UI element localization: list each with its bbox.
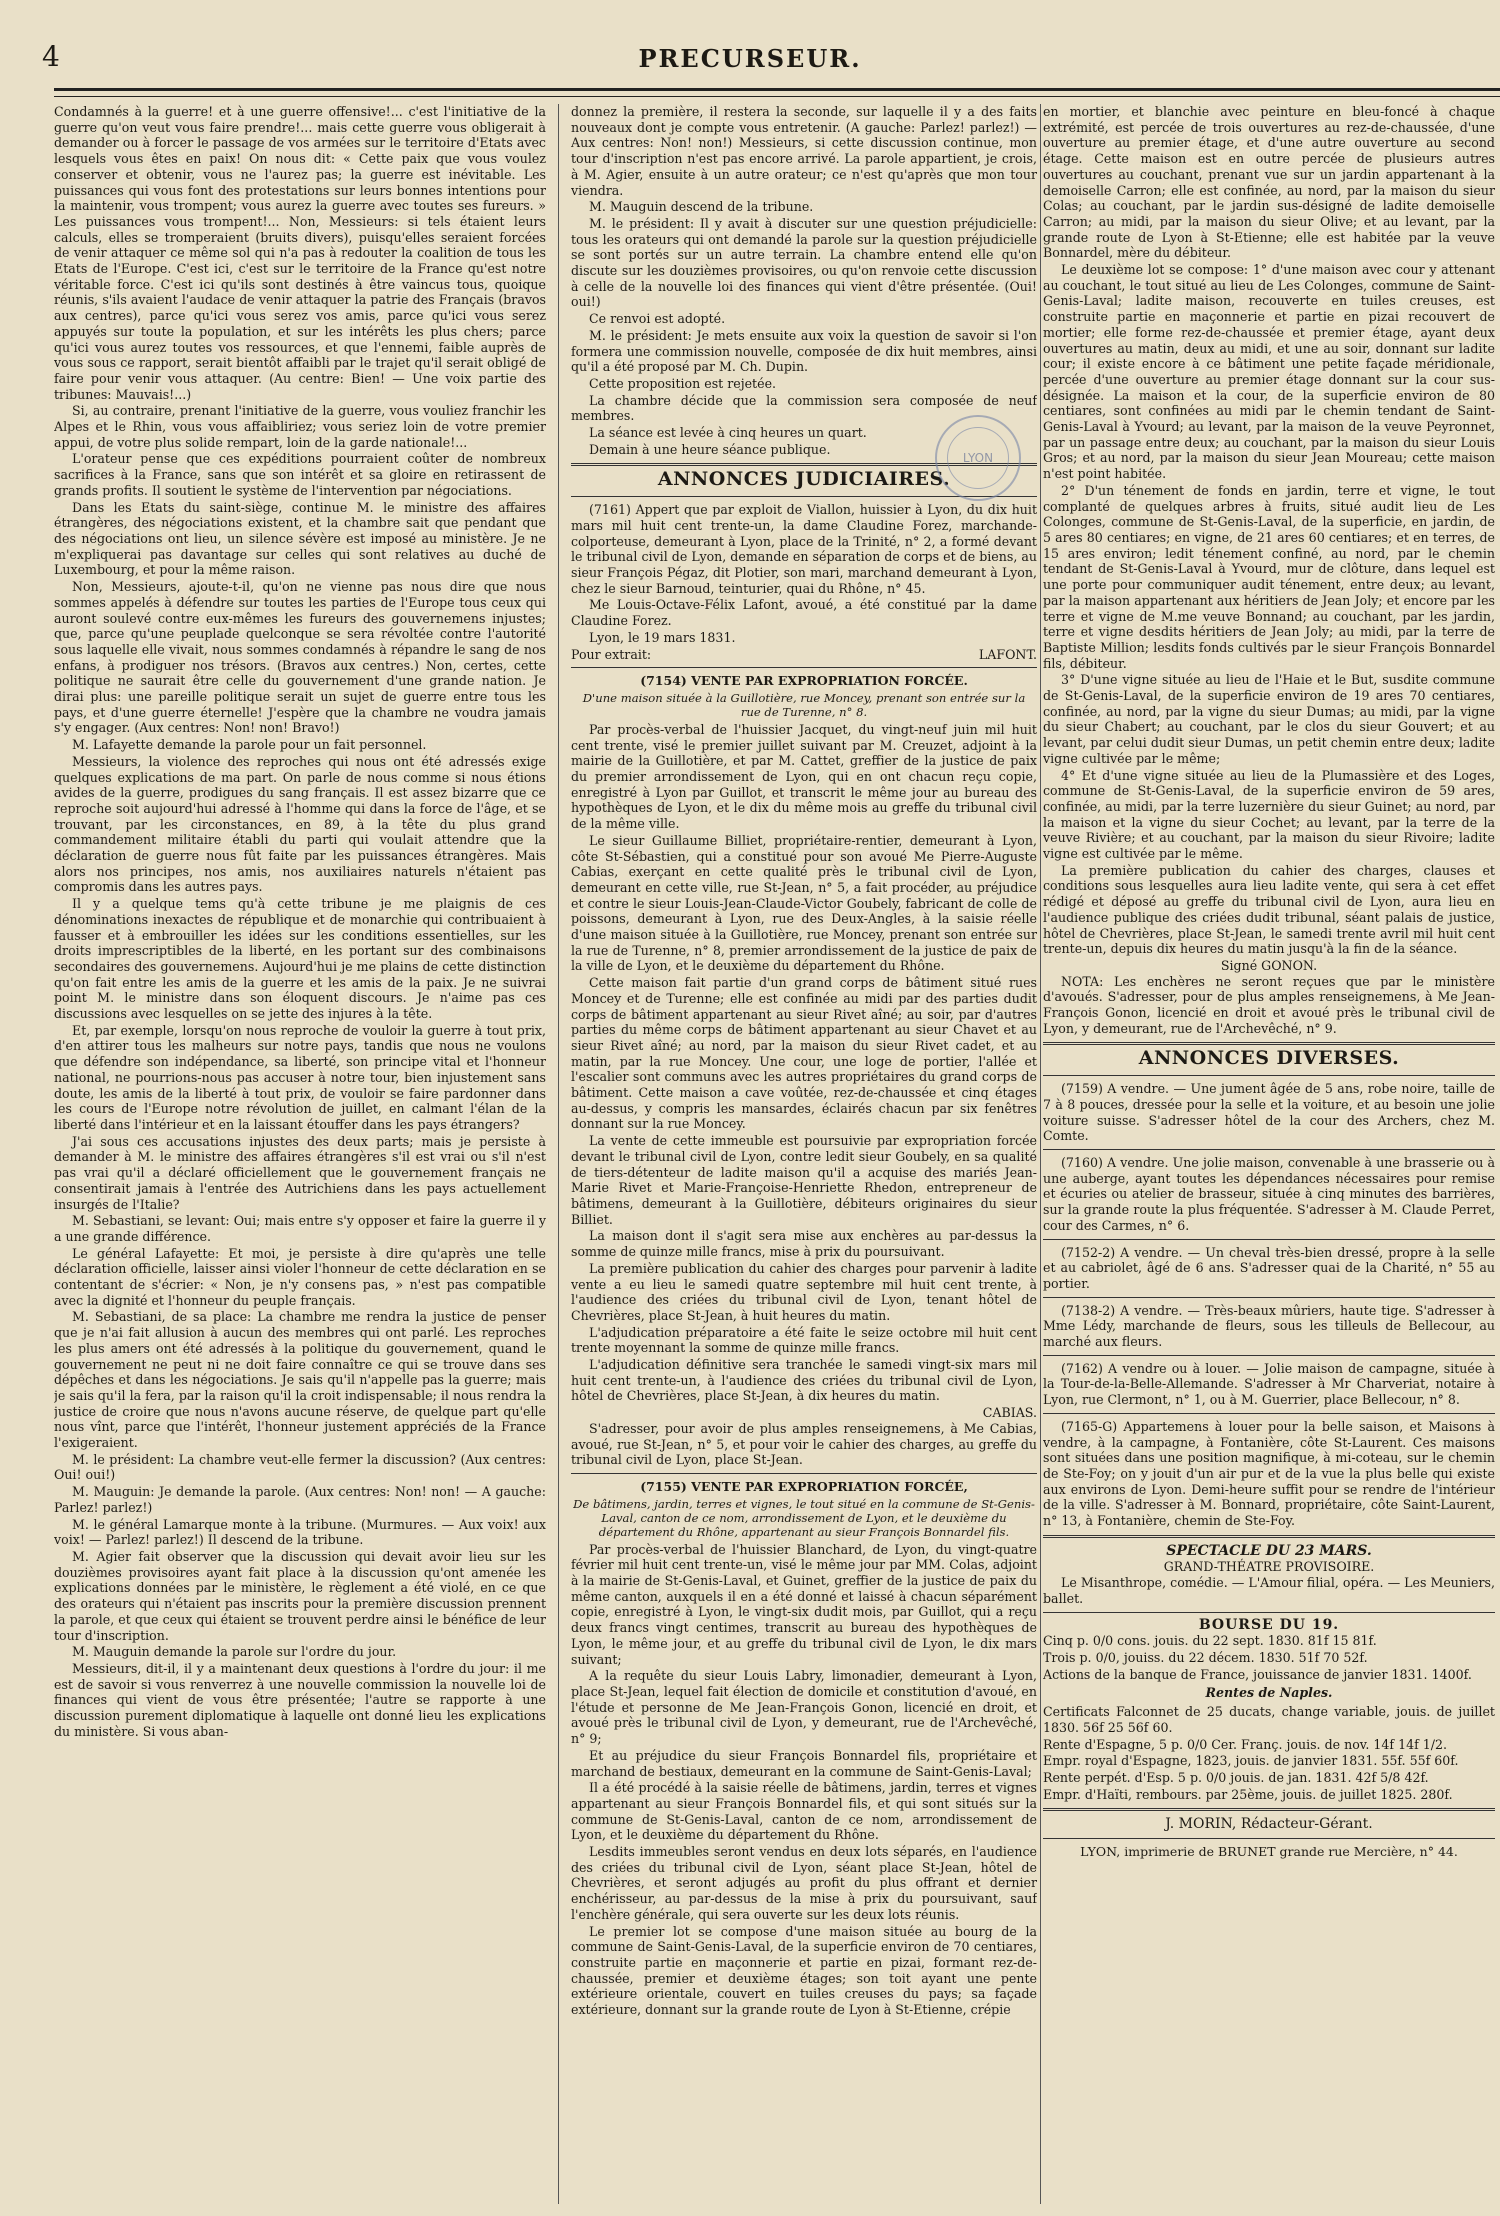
paragraph: Par procès-verbal de l'huissier Blanchard, de Lyon, du vingt-quatre février mil huit cent trente-un, visé le même jour par MM. Colas, adjoint à la mairie de St-Genis-Laval, et Guinet, greffier de la justice de paix du même canton, auxquels il en a été donné et laissé à chacun séparément copie, enregistré à Lyon, le vingt-six dudit mois, par Guillot, qui a reçu deux francs vingt centimes, transcrit au bureau des hypothèques de Lyon, le même jour, et au greffe du tribunal civil de Lyon, le dix mars suivant; bbox=[571, 1541, 1037, 1667]
divider bbox=[1043, 1075, 1495, 1076]
ad-item: (7162) A vendre ou à louer. — Jolie maison de campagne, située à la Tour-de-la-Belle-Allemande. S'adresser à Mr Charveriat, notaire à Lyon, rue Clermont, n° 1, ou à M. Guerrier, place Bellecour, n° 8. bbox=[1043, 1360, 1495, 1408]
divider bbox=[571, 1473, 1037, 1474]
paragraph: La maison dont il s'agit sera mise aux enchères au par-dessus la somme de quinze mille francs, mise à prix du poursuivant. bbox=[571, 1228, 1037, 1260]
announcement-date: Lyon, le 19 mars 1831. bbox=[589, 629, 736, 645]
paragraph: Ce renvoi est adopté. bbox=[589, 311, 726, 327]
paragraph: La vente de cette immeuble est poursuivie par expropriation forcée devant le tribunal civil de Lyon, contre ledit sieur Goubely, en sa qualité de tiers-détenteur de ladite maison qu'il a acquise des mariés Jean-Marie Rivet et Marie-Françoise-Henriette Rhedon, entrepreneur de bâtimens, demeurant à la Guillotière, débiteurs originaires du sieur Billiet. bbox=[571, 1133, 1037, 1227]
ad-item: (7165-G) Appartemens à louer pour la belle saison, et Maisons à vendre, à la campagne, à Fontanière, côte St-Laurent. Ces maisons sont situées dans une position magnifique, à mi-coteau, sur le chemin de Ste-Foy; on y jouit d'un air pur et de la vue la plus belle qui existe aux environs de Lyon. Demi-heure suffit pour se rendre de l'intérieur de la ville. S'adresser à M. Bonnard, propriétaire, côte Saint-Laurent, n° 13, à Fontanière, chemin de Ste-Foy. bbox=[1043, 1418, 1495, 1529]
bourse-line: Rente d'Espagne, 5 p. 0/0 Cer. Franç. jouis. de nov. 14f 14f 1/2. bbox=[1043, 1736, 1448, 1752]
paragraph: Me Louis-Octave-Félix Lafont, avoué, a été constitué par la dame Claudine Forez. bbox=[571, 597, 1037, 629]
paragraph: La chambre décide que la commission sera composée de neuf membres. bbox=[571, 392, 1037, 424]
paragraph: M. le général Lamarque monte à la tribune. (Murmures. — Aux voix! aux voix! — Parlez! parlez!) Il descend de la tribune. bbox=[54, 1516, 546, 1548]
paragraph: 3° D'une vigne située au lieu de l'Haie et le But, susdite commune de St-Genis-Laval, de la superficie environ de 19 ares 70 centiares, confinée, au nord, par la vigne du sieur Dumas; au midi, par la vigne du sieur Chabert; au couchant, par le clos du sieur Gouvert; et au levant, par celui dudit sieur Dumas, un petit chemin entre deux; ladite vigne cultivée par le même; bbox=[1043, 672, 1495, 766]
bourse-line: Trois p. 0/0, jouiss. du 22 décem. 1830. 51f 70 52f. bbox=[1043, 1649, 1368, 1665]
paragraph: Le deuxième lot se compose: 1° d'une maison avec cour y attenant au couchant, le tout situé au lieu de Les Colonges, commune de Saint-Genis-Laval; ladite maison, recouverte en tuiles creuses, est construite partie en maçonnerie et partie en pizai recouvert de mortier; elle forme rez-de-chaussée et premier étage, ayant deux ouvertures au matin, deux au midi, et une au soir, donnant sur ladite cour; il existe encore à ce bâtiment une petite façade méridionale, percée d'une ouverture au premier étage donnant sur la cour sus-désignée. La maison et la cour, de la superficie environ de 80 centiares, sont confinées au midi par le chemin tendant de Saint-Genis-Laval à Yvourd; au levant, par la maison de la veuve Peyronnet, par un passage entre deux; au couchant, par la maison du sieur Louis Gros; et au nord, par la maison du sieur Jean Moureau; cette maison n'est point habitée. bbox=[1043, 262, 1495, 482]
paragraph: M. Agier fait observer que la discussion qui devait avoir lieu sur les douzièmes provisoires ayant fait place à la discussion qu'ont amenée les explications données par le ministère, le règlement a été violé, en ce que des orateurs qui n'étaient pas inscrits pour la première discussion prennent la parole, et que ceux qui étaient se trouvent perdre ainsi le bénéfice de leur tour d'inscription. bbox=[54, 1548, 546, 1643]
paragraph: Et au préjudice du sieur François Bonnardel fils, propriétaire et marchand de bestiaux, demeurant en la commune de Saint-Genis-Laval; bbox=[571, 1747, 1037, 1779]
paragraph: M. Sebastiani, se levant: Oui; mais entre s'y opposer et faire la guerre il y a une grande différence. bbox=[54, 1213, 546, 1244]
bourse-line: Actions de la banque de France, jouissance de janvier 1831. 1400f. bbox=[1043, 1666, 1472, 1682]
paragraph: Le sieur Guillaume Billiet, propriétaire-rentier, demeurant à Lyon, côte St-Sébastien, qui a constitué pour son avoué Me Pierre-Auguste Cabias, exerçant en cette qualité près le tribunal civil de Lyon, demeurant en cette ville, rue St-Jean, n° 5, a fait procéder, au préjudice et contre le sieur Louis-Jean-Claude-Victor Goubely, fabricant de colle de poissons, demeurant à Lyon, rue des Deux-Angles, à la saisie réelle d'une maison située à la Guillotière, rue Moncey, prenant son entrée sur la rue de Turenne, n° 8, premier arrondissement de la justice de paix de la ville de Lyon, et le deuxième du département du Rhône. bbox=[571, 832, 1037, 974]
section-rule bbox=[1043, 1808, 1495, 1811]
theatre-name: GRAND-THÉATRE PROVISOIRE. bbox=[1163, 1559, 1375, 1575]
bourse-line: Empr. d'Haïti, rembours. par 25ème, jouis. de juillet 1825. 280f. bbox=[1043, 1786, 1453, 1802]
bourse-title: BOURSE DU 19. bbox=[1198, 1616, 1340, 1633]
imprint-line: LYON, imprimerie de BRUNET grande rue Mercière, n° 44. bbox=[1080, 1844, 1458, 1860]
column-divider bbox=[558, 104, 559, 2204]
extract-label: Pour extrait: bbox=[571, 646, 652, 662]
paragraph: Demain à une heure séance publique. bbox=[589, 441, 831, 457]
masthead-title: PRECURSEUR. bbox=[638, 44, 862, 73]
divider bbox=[1043, 1297, 1495, 1298]
nota-paragraph: NOTA: Les enchères ne seront reçues que par le ministère d'avoués. S'adresser, pour de plus amples renseignemens, à Me Jean-François Gonon, licencié en droit et avoué près le tribunal civil de Lyon, y demeurant, rue de l'Archevêché, n° 9. bbox=[1043, 973, 1495, 1036]
divider bbox=[1043, 1355, 1495, 1356]
library-stamp bbox=[935, 415, 1021, 501]
announcement-subtitle: D'une maison située à la Guillotière, rue Moncey, prenant son entrée sur la rue de Turenne, n° 8. bbox=[582, 690, 1026, 719]
paragraph: M. Mauguin demande la parole sur l'ordre du jour. bbox=[72, 1644, 397, 1660]
column-3 bbox=[1043, 104, 1495, 2204]
section-rule bbox=[1043, 1042, 1495, 1045]
paragraph: A la requête du sieur Louis Labry, limonadier, demeurant à Lyon, place St-Jean, lequel fait élection de domicile et constitution d'avoué, en l'étude et personne de Me Jean-François Gonon, licencié en droit, et avoué près le tribunal civil de Lyon, y demeurant, rue de l'Archevêché, n° 9; bbox=[571, 1668, 1037, 1747]
divider bbox=[1043, 1612, 1495, 1613]
paragraph: M. Mauguin descend de la tribune. bbox=[589, 199, 814, 215]
signer-name: Signé GONON. bbox=[1220, 957, 1318, 973]
divider bbox=[571, 667, 1037, 668]
divider bbox=[1043, 1149, 1495, 1150]
spectacle-programme: Le Misanthrope, comédie. — L'Amour filial, opéra. — Les Meuniers, ballet. bbox=[1043, 1575, 1495, 1606]
paragraph: M. le président: Je mets ensuite aux voix la question de savoir si l'on formera une commission nouvelle, composée de dix huit membres, ainsi qu'il a été proposé par M. Ch. Dupin. bbox=[571, 327, 1037, 375]
paragraph: 2° D'un ténement de fonds en jardin, terre et vigne, le tout complanté de quelques arbres à fruits, situé audit lieu de Les Colonges, commune de St-Genis-Laval, de la superficie, en jardin, de 5 ares 80 centiares; en vigne, de 21 ares 60 centiares; et en terres, de 15 ares environ; ledit ténement confiné, au nord, par le chemin tendant de St-Genis-Laval à Yvourd, mur de clôture, dans lequel est une porte pour communiquer audit ténement, entre deux; au levant, par la maison appartenant aux héritiers de Jean Joly; et encore par les terre et vigne de M.me veuve Bonnand; au couchant, par les jardin, terre et vigne desdits héritiers de Jean Joly; au midi, par la terre de Baptiste Million; lesdits fonds cultivés par le sieur François Bonnardel fils, débiteur. bbox=[1043, 482, 1495, 671]
ad-item: (7152-2) A vendre. — Un cheval très-bien dressé, propre à la selle et au cabriolet, âgé de 6 ans. S'adresser quai de la Charité, n° 55 au portier. bbox=[1043, 1244, 1495, 1291]
bourse-line: Cinq p. 0/0 cons. jouis. du 22 sept. 1830. 81f 15 81f. bbox=[1043, 1633, 1377, 1649]
column-1 bbox=[54, 104, 546, 2204]
paragraph: Dans les Etats du saint-siège, continue M. le ministre des affaires étrangères, des négociations existent, et la chambre sait que pendant que des négociations ont lieu, un silence sévère est imposé au ministère. Je ne m'expliquerai pas davantage sur celles qui sont relatives au duché de Luxembourg, et pour la même raison. bbox=[54, 499, 546, 578]
divider bbox=[1043, 1838, 1495, 1839]
signer-name: CABIAS. bbox=[982, 1405, 1037, 1421]
paragraph: Le général Lafayette: Et moi, je persiste à dire qu'après une telle déclaration officielle, laisser ainsi violer l'honneur de cette déclaration en se contentant de s'écrier: « Non, je n'y consens pas, » n'est pas compatible avec la dignité et l'honneur du peuple français. bbox=[54, 1245, 546, 1308]
paragraph: La séance est levée à cinq heures un quart. bbox=[589, 425, 867, 441]
bourse-line: Empr. royal d'Espagne, 1823, jouis. de janvier 1831. 55f. 55f 60f. bbox=[1043, 1753, 1459, 1769]
paragraph: L'adjudication définitive sera tranchée le samedi vingt-six mars mil huit cent trente-un, à l'audience des criées du tribunal civil de Lyon, hôtel de Chevrières, place St-Jean, à dix heures du matin. bbox=[571, 1357, 1037, 1404]
paragraph: Cette maison fait partie d'un grand corps de bâtiment situé rues Moncey et de Turenne; elle est confinée au midi par des parties dudit corps de bâtiment appartenant au sieur Rivet aîné; au soir, par d'autres parties du même corps de bâtiment appartenant au sieur Chavet et au sieur Rivet aîné; au nord, par la maison du sieur Rivet cadet, et au matin, par la rue Moncey. Une cour, une loge de portier, l'allée et l'escalier sont communs avec les autres propriétaires du grand corps de bâtiment. Cette maison a cave voûtée, rez-de-chaussée et cinq étages au-dessus, y compris les mansardes, éclairés chacun par six fenêtres donnant sur la rue Moncey. bbox=[571, 975, 1037, 1132]
paragraph: M. Mauguin: Je demande la parole. (Aux centres: Non! non! — A gauche: Parlez! parlez!) bbox=[54, 1484, 546, 1515]
paragraph: Il a été procédé à la saisie réelle de bâtimens, jardin, terres et vignes appartenant au sieur François Bonnardel fils, et qui sont situés sur la commune de St-Genis-Laval, canton de ce nom, arrondissement de Lyon, et le deuxième du département du Rhône. bbox=[571, 1780, 1037, 1843]
announcement-subtitle: De bâtimens, jardin, terres et vignes, le tout situé en la commune de St-Genis-Laval, canton de ce nom, arrondissement de Lyon, et le deuxième du département du Rhône, appartenant au sieur François Bonnardel fils. bbox=[573, 1496, 1035, 1539]
section-title-diverses: ANNONCES DIVERSES. bbox=[1138, 1047, 1400, 1070]
paragraph: Le premier lot se compose d'une maison située au bourg de la commune de Saint-Genis-Laval, de la superficie environ de 70 centiares, construite partie en maçonnerie et partie en pizai, formant rez-de-chaussée, premier et deuxième étages; son toit ayant une pente extérieure orientale, couvert en tuiles creuses du pays; sa façade extérieure, donnant sur la grande route de Lyon à St-Etienne, crépie bbox=[571, 1923, 1037, 2018]
paragraph: S'adresser, pour avoir de plus amples renseignemens, à Me Cabias, avoué, rue St-Jean, n° 5, et pour voir le cahier des charges, au greffe du tribunal civil de Lyon, place St-Jean. bbox=[571, 1420, 1037, 1468]
stamp-inner: LYON bbox=[947, 427, 1009, 489]
paragraph: La première publication du cahier des charges pour parvenir à ladite vente a eu lieu le samedi quatre septembre mil huit cent trente, à l'audience des criées du tribunal civil de Lyon, tenant hôtel de Chevrières, place St-Jean, à huit heures du matin. bbox=[571, 1260, 1037, 1323]
announcement-7155-title: (7155) VENTE PAR EXPROPRIATION FORCÉE, bbox=[640, 1478, 968, 1494]
paragraph: Lesdits immeubles seront vendus en deux lots séparés, en l'audience des criées du tribunal civil de Lyon, séant place St-Jean, hôtel de Chevrières, et seront adjugés au profit du plus offrant et dernier enchérisseur, au par-dessus de la mise à prix du poursuivant, sauf l'enchère générale, qui sera ouverte sur les deux lots réunis. bbox=[571, 1844, 1037, 1922]
paragraph: Condamnés à la guerre! et à une guerre offensive!... c'est l'initiative de la guerre qu'on veut vous faire prendre!... mais cette guerre vous obligerait à demander ou à forcer le passage de vos armées sur le territoire d'Etats avec lesquels vous êtes en paix! On nous dit: « Cette paix que vous voulez conserver et obtenir, vous ne l'aurez pas; la guerre est inévitable. Les puissances qui vous font des protestations sur leurs bonnes intentions pour la maintenir, vous trompent; vous aurez la guerre avec toutes ses fureurs. » Les puissances vous trompent!... Non, Messieurs: si tels étaient leurs calculs, elles se tromperaient (bruits divers), puisqu'elles seraient forcées de venir attaquer ce même sol qui n'a pas à redouter la coalition de tous les Etats de l'Europe. C'est ici, c'est sur le territoire de la France qu'est notre véritable force. C'est ici qu'ils sont destinés à être vaincus tous, quoique réunis, s'ils avaient l'audace de venir attaquer la patrie des Français (bravos aux centres), parce qu'ici vous serez vos amis, parce qu'ici vous serez appuyés sur toute la population, et sur les intérêts les plus chers; parce qu'ici vous aurez toutes vos ressources, et que l'ennemi, faible auprès de vous sous ce rapport, serait bientôt affaibli par le trajet qu'il serait obligé de faire pour venir vous attaquer. (Au centre: Bien! — Une voix partie des tribunes: Mauvais!...) bbox=[54, 104, 546, 402]
paragraph: L'adjudication préparatoire a été faite le seize octobre mil huit cent trente moyennant la somme de quinze mille francs. bbox=[571, 1324, 1037, 1356]
section-rule bbox=[1043, 1535, 1495, 1538]
ad-item: (7138-2) A vendre. — Très-beaux mûriers, haute tige. S'adresser à Mme Lédy, marchande de fleurs, sous les tilleuls de Bellecour, au marché aux fleurs. bbox=[1043, 1302, 1495, 1350]
paragraph: 4° Et d'une vigne située au lieu de la Plumassière et des Loges, commune de St-Genis-Laval, de la superficie environ de 59 ares, confinée, au midi, par la terre luzernière du sieur Guinet; au nord, par la maison et la vigne du sieur Cochet; au levant, par la terre de la veuve Rivière; et au couchant, par la maison du sieur Rivoire; ladite vigne est cultivée par le même. bbox=[1043, 767, 1495, 862]
paragraph: M. le président: Il y avait à discuter sur une question préjudicielle: tous les orateurs qui ont demandé la parole sur la question préjudicielle se sont portés sur un autre terrain. La chambre entend elle qu'on discute sur les douzièmes provisoires, ou qu'on renvoie cette discussion à celle de la nouvelle loi des finances qui vient d'être présentée. (Oui! oui!) bbox=[571, 215, 1037, 310]
bourse-line: Rente perpét. d'Esp. 5 p. 0/0 jouis. de jan. 1831. 42f 5/8 42f. bbox=[1043, 1769, 1429, 1785]
page-number: 4 bbox=[42, 40, 60, 73]
header-rule bbox=[54, 88, 1500, 97]
divider bbox=[1043, 1413, 1495, 1414]
paragraph: Par procès-verbal de l'huissier Jacquet, du vingt-neuf juin mil huit cent trente, visé le premier juillet suivant par M. Creuzet, adjoint à la mairie de la Guillotière, et par M. Cattet, greffier de la justice de paix du premier arrondissement de Lyon, qui en ont chacun reçu copie, enregistré à Lyon par Guillot, et transcrit le même jour au bureau des hypothèques de Lyon, et le dix du même mois au greffe du tribunal civil de la même ville. bbox=[571, 721, 1037, 832]
divider bbox=[1043, 1239, 1495, 1240]
paragraph: J'ai sous ces accusations injustes des deux parts; mais je persiste à demander à M. le ministre des affaires étrangères s'il est vrai ou s'il n'est pas vrai qu'il a déclaré officiellement que le gouvernement français ne consentirait jamais à l'entrée des Autrichiens dans les pays actuellement insurgés de l'Italie? bbox=[54, 1133, 546, 1212]
paragraph: M. le président: La chambre veut-elle fermer la discussion? (Aux centres: Oui! oui!) bbox=[54, 1451, 546, 1483]
announcement-7154-title: (7154) VENTE PAR EXPROPRIATION FORCÉE. bbox=[640, 673, 968, 689]
page-header bbox=[0, 0, 1500, 86]
paragraph: en mortier, et blanchie avec peinture en bleu-foncé à chaque extrémité, est percée de trois ouvertures au rez-de-chaussée, d'une ouverture au premier étage, et d'une autre ouverture au second étage. Cette maison est en outre percée de plusieurs autres ouvertures au couchant, prenant vue sur un jardin appartenant à la demoiselle Carron; elle est confinée, au nord, par la maison du sieur Colas; au couchant, par le jardin sus-désigné de ladite demoiselle Carron; au midi, par la maison du sieur Olive; et au levant, par la grande route de Lyon à St-Etienne; elle est habitée par la veuve Bonnardel, mère du débiteur. bbox=[1043, 104, 1495, 261]
bourse-line: Certificats Falconnet de 25 ducats, change variable, jouis. de juillet 1830. 56f 25 56f 60. bbox=[1043, 1704, 1495, 1735]
paragraph: Messieurs, la violence des reproches qui nous ont été adressés exige quelques explications de ma part. On parle de nous comme si nous étions avides de la guerre, prodigues du sang français. Il est assez bizarre que ce reproche soit aujourd'hui adressé à l'homme qui dans la force de l'âge, et se trouvant, par les circonstances, en 89, à la tête du plus grand commandement militaire établi du parti qui voulait attendre que la déclaration de guerre nous fût faite par les puissances étrangères. Mais alors nos principes, nos amis, nos auxiliaires naturels n'étaient pas compromis dans les autres pays. bbox=[54, 753, 546, 895]
paragraph: donnez la première, il restera la seconde, sur laquelle il y a des faits nouveaux dont je compte vous entretenir. (A gauche: Parlez! parlez!) — Aux centres: Non! non!) Messieurs, si cette discussion continue, mon tour d'inscription n'est pas encore arrivé. La parole appartient, je crois, à M. Agier, ensuite à un autre orateur; ce n'est qu'après que mon tour viendra. bbox=[571, 104, 1037, 198]
spectacle-title: SPECTACLE DU 23 MARS. bbox=[1166, 1542, 1372, 1559]
paragraph: L'orateur pense que ces expéditions pourraient coûter de nombreux sacrifices à la France, sans que son intérêt et sa gloire en retirassent de grands profits. Il soutient le système de l'intervention par négociations. bbox=[54, 451, 546, 498]
ad-item: (7159) A vendre. — Une jument âgée de 5 ans, robe noire, taille de 7 à 8 pouces, dressée pour la selle et la voiture, et au besoin une jolie voiture suisse. S'adresser hôtel de la cour des Archers, chez M. Comte. bbox=[1043, 1081, 1495, 1144]
paragraph: M. Sebastiani, de sa place: La chambre me rendra la justice de penser que je n'ai fait allusion à aucun des membres qui ont parlé. Les reproches les plus amers ont été adressés à la politique du gouvernement, quand le gouvernement ne peut ni ne doit faire connaître ce qui se trouve dans ses dépêches et dans les négociations. Je sais qu'il n'appelle pas la guerre; mais je sais qu'il la fera, par la raison qu'il la croit indispensable; il nous rendra la justice de croire que nous n'avons aucune réserve, de quelque part qu'elle nous vînt, parce que l'intérêt, l'honneur justement appréciés de la France l'exigeraient. bbox=[54, 1309, 546, 1451]
column-divider bbox=[1040, 104, 1041, 2204]
section-title-judiciaires: ANNONCES JUDICIAIRES. bbox=[657, 468, 951, 491]
paragraph: Si, au contraire, prenant l'initiative de la guerre, vous vouliez franchir les Alpes et le Rhin, vous vous affaibliriez; vous seriez loin de votre premier appui, de votre plus solide rempart, loin de la garde nationale!... bbox=[54, 403, 546, 450]
naples-title: Rentes de Naples. bbox=[1205, 1685, 1333, 1701]
paragraph: La première publication du cahier des charges, clauses et conditions sous lesquelles aura lieu ladite vente, qui sera à cet effet rédigé et déposé au greffe du tribunal civil de Lyon, aura lieu en l'audience publique des criées dudit tribunal, séant palais de justice, hôtel de Chevrières, place St-Jean, le samedi trente avril mil huit cent trente-un, depuis dix heures du matin jusqu'à la fin de la séance. bbox=[1043, 862, 1495, 957]
paragraph: Il y a quelque tems qu'à cette tribune je me plaignis de ces dénominations inexactes de république et de monarchie qui contribuaient à fausser et à embrouiller les idées sur les conditions essentielles, sur les droits imprescriptibles de la liberté, en les portant sur des combinaisons secondaires des gouvernemens. Aujourd'hui je me plains de cette distinction qu'on fait entre les amis de la guerre et les amis de la paix. Je ne suivrai point M. le ministre dans son éloquent discours. Je n'aime pas ces discussions avec lesquelles on se jette des injures à la tête. bbox=[54, 896, 546, 1022]
paragraph: M. Lafayette demande la parole pour un fait personnel. bbox=[72, 737, 427, 753]
paragraph: Cette proposition est rejetée. bbox=[589, 375, 777, 391]
paragraph: Et, par exemple, lorsqu'on nous reproche de vouloir la guerre à tout prix, d'en attirer tous les malheurs sur notre pays, tandis que nous ne voulons que défendre son indépendance, sa liberté, son principe vital et l'honneur national, ne pourrions-nous pas accuser à notre tour, bien injustement sans doute, les amis de la liberté à tout prix, de vouloir se faire pardonner dans les cours de l'Europe notre révolution de juillet, en calmant l'élan de la liberté dans l'intérieur et en la laissant étouffer dans les pays étrangers? bbox=[54, 1022, 546, 1132]
ad-item: (7160) A vendre. Une jolie maison, convenable à une brasserie ou à une auberge, ayant toutes les dépendances nécessaires pour remise et écuries ou atelier de brasseur, située à cinq minutes des barrières, sur la grande route la plus fréquentée. S'adresser à M. Claude Perret, cour des Carmes, n° 6. bbox=[1043, 1155, 1495, 1233]
paragraph: Non, Messieurs, ajoute-t-il, qu'on ne vienne pas nous dire que nous sommes appelés à défendre sur toutes les parties de l'Europe tous ceux qui auront soulevé contre eux-mêmes les fureurs des gouvernemens injustes; que, parce qu'une peuplade quelconque se sera révoltée contre l'autorité sous laquelle elle vivait, nous sommes condamnés à répandre le sang de nos enfans, à prodiguer nos trésors. (Bravos aux centres.) Non, certes, cette politique ne saurait être celle du gouvernement d'une grande nation. Je dirai plus: une pareille politique serait un sujet de guerre entre tous les pays, et d'une guerre éternelle! J'espère que la chambre ne voudra jamais s'y engager. (Aux centres: Non! non! Bravo!) bbox=[54, 579, 546, 736]
editor-line: J. MORIN, Rédacteur-Gérant. bbox=[1165, 1816, 1373, 1833]
announcement-7161: (7161) Appert que par exploit de Viallon, huissier à Lyon, du dix huit mars mil huit cent trente-un, la dame Claudine Forez, marchande-colporteuse, demeurant à Lyon, place de la Trinité, n° 2, a formé devant le tribunal civil de Lyon, demande en séparation de corps et de biens, au sieur François Pégaz, dit Plotier, son mari, marchand demeurant à Lyon, chez le sieur Barnoud, teinturier, quai du Rhône, n° 45. bbox=[571, 502, 1037, 596]
signature-line bbox=[571, 647, 1037, 663]
signer-name: LAFONT. bbox=[978, 646, 1037, 662]
paragraph: Messieurs, dit-il, il y a maintenant deux questions à l'ordre du jour: il me est de savoir si vous renverrez à une nouvelle commission la nouvelle loi de finances qui vient de vous être présentée; l'autre se rapporte à une discussion purement diplomatique à laquelle ont donné lieu les explications du ministère. Si vous aban- bbox=[54, 1660, 546, 1739]
